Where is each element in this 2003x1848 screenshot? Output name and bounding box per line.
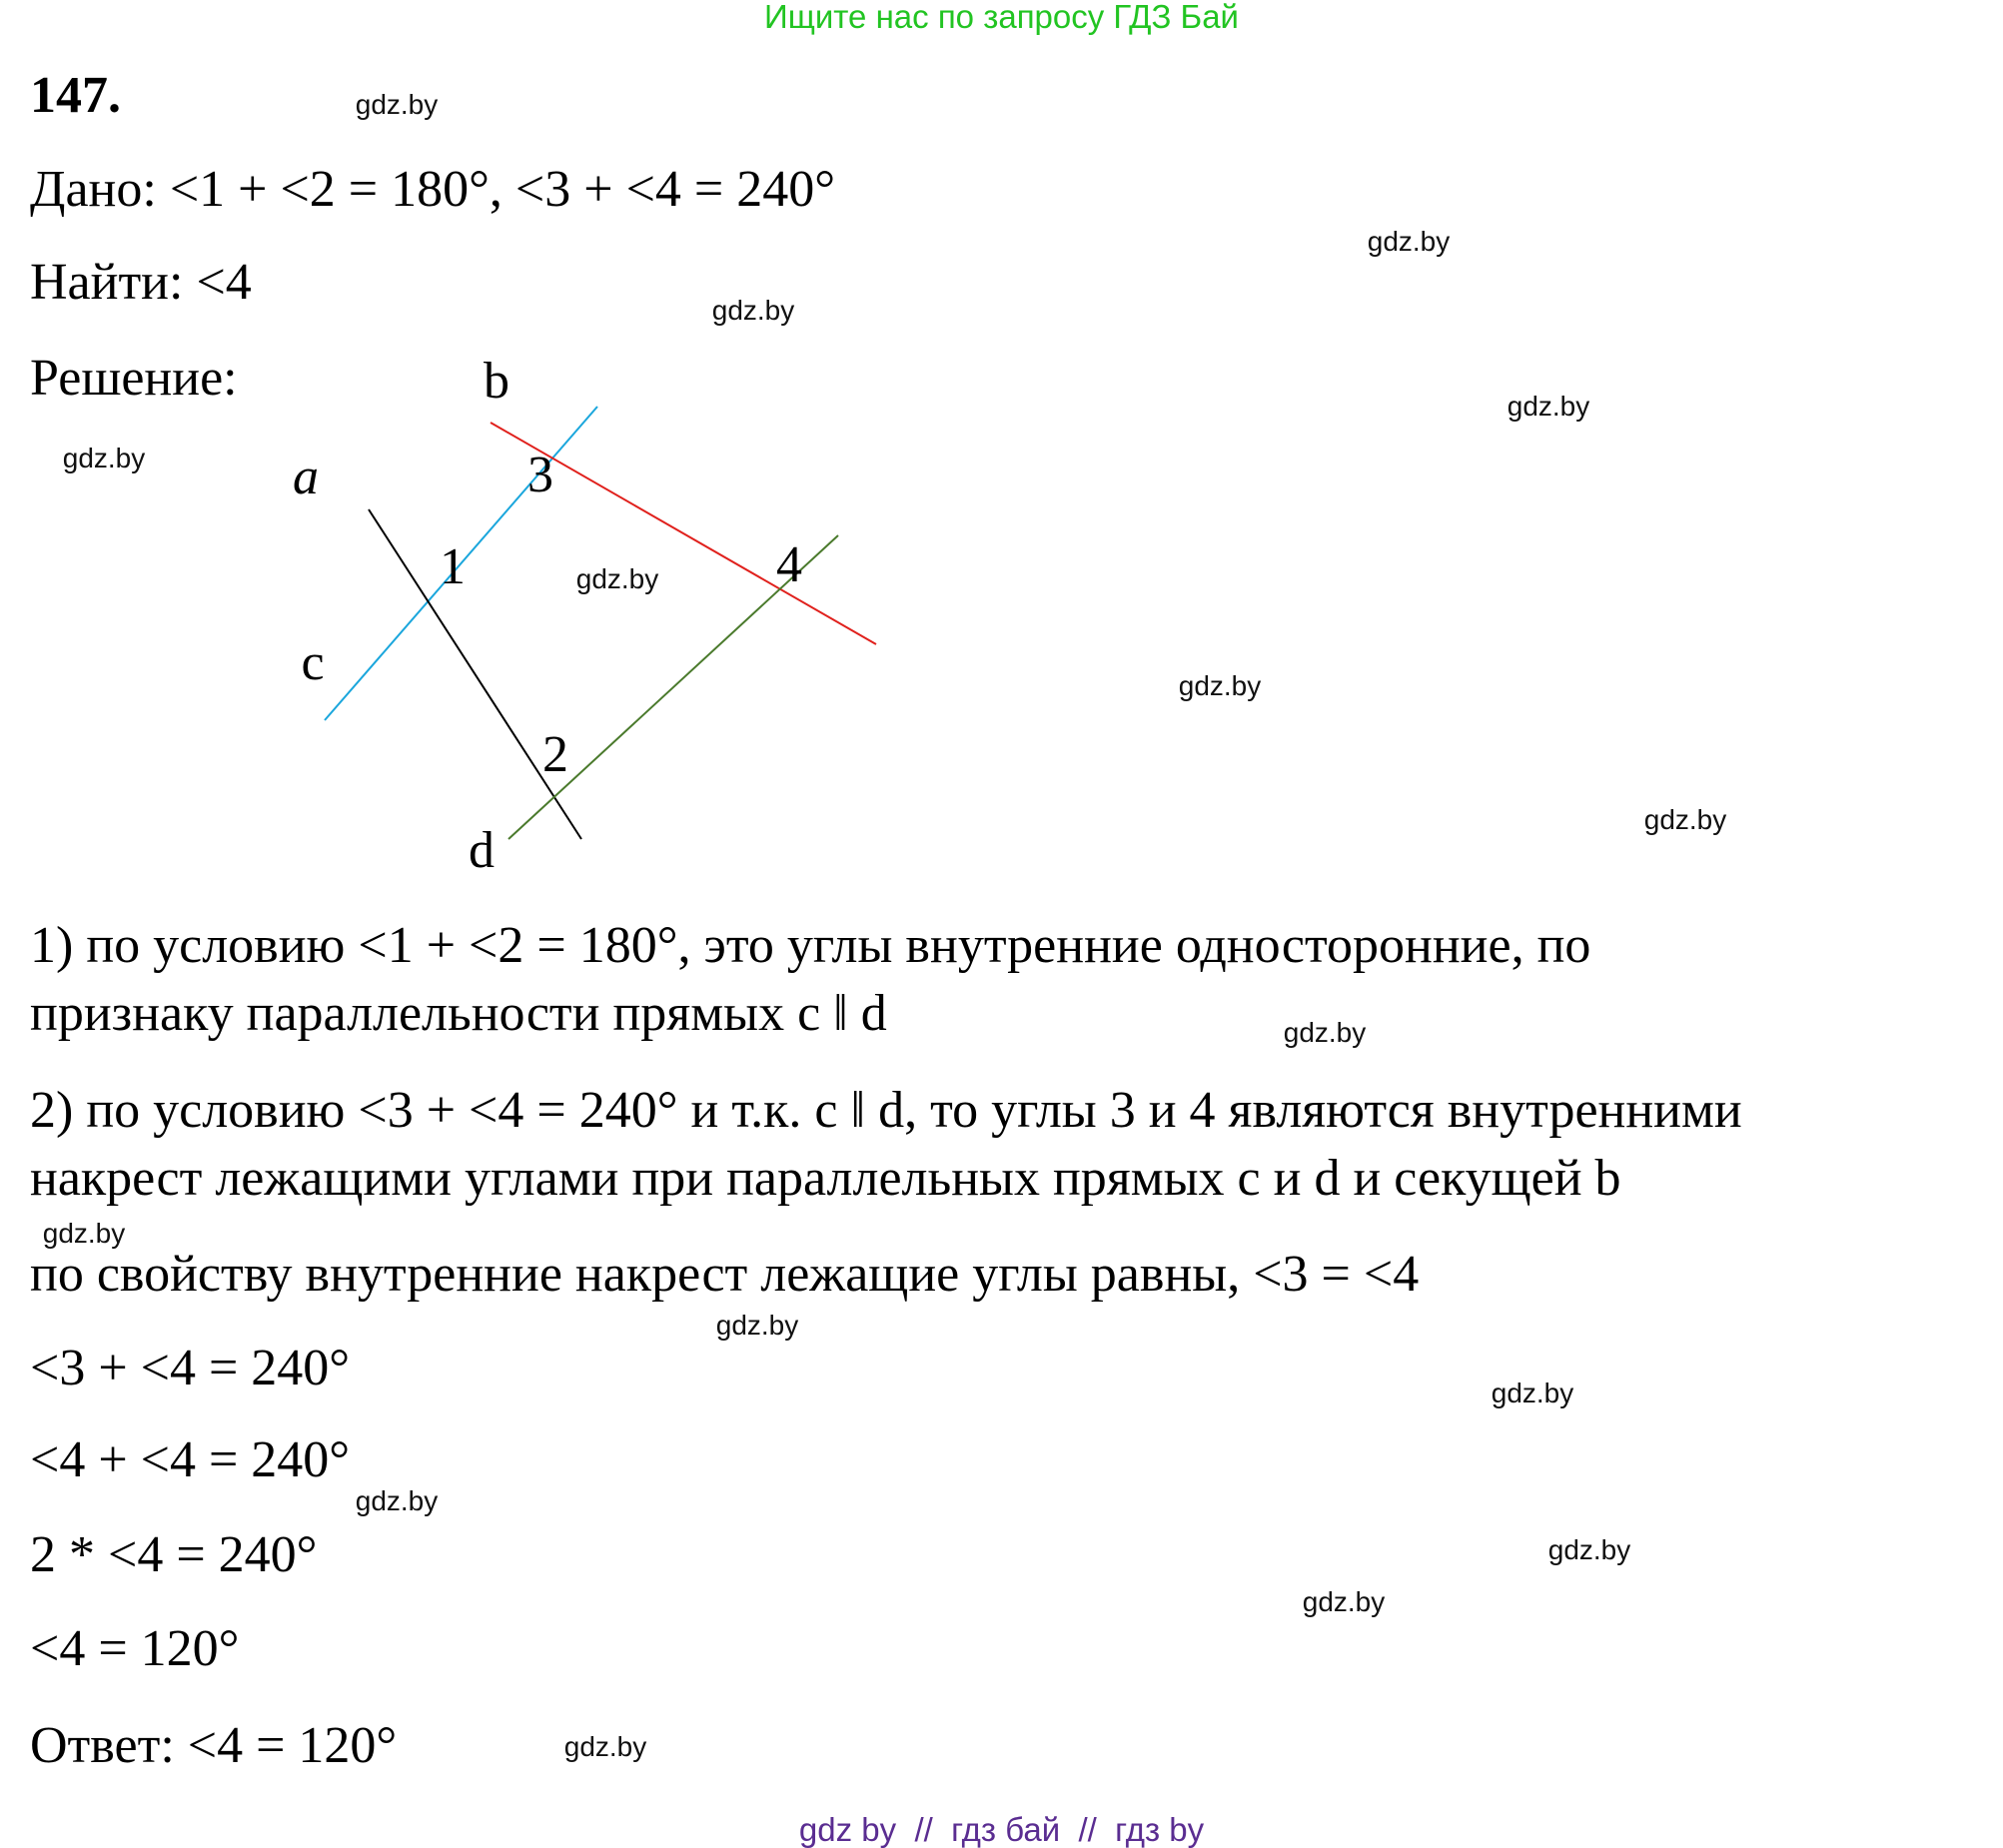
equation-3: 2 * <4 = 240°	[30, 1526, 318, 1583]
watermark: gdz.by	[1178, 670, 1262, 701]
solution-step-2b: накрест лежащими углами при параллельных прямых c и d и секущей b	[30, 1150, 1621, 1207]
watermark: gdz.by	[563, 1731, 647, 1762]
label-angle-3: 3	[527, 447, 553, 503]
search-hint-banner: Ищите нас по запросу ГДЗ Бай	[764, 0, 1239, 35]
watermark: gdz.by	[1491, 1378, 1574, 1408]
solution-label: Решение:	[30, 350, 238, 407]
watermark: gdz.by	[1506, 391, 1590, 422]
equation-2: <4 + <4 = 240°	[30, 1431, 351, 1488]
watermark: gdz.by	[1283, 1017, 1367, 1048]
watermark: gdz.by	[1302, 1586, 1386, 1617]
label-b: b	[484, 353, 509, 410]
label-a: a	[293, 449, 319, 505]
label-c: c	[301, 634, 325, 691]
watermark: gdz.by	[715, 1310, 799, 1341]
watermark: gdz.by	[1547, 1534, 1631, 1565]
watermark: gdz.by	[355, 1485, 439, 1516]
watermark: gdz.by	[42, 1218, 126, 1249]
solution-step-2c: по свойству внутренние накрест лежащие углы равны, <3 = <4	[30, 1246, 1420, 1303]
solution-step-2a: 2) по условию <3 + <4 = 240° и т.к. c ‖ d, то углы 3 и 4 являются внутренними	[30, 1082, 1742, 1139]
label-angle-2: 2	[542, 726, 568, 783]
equation-1: <3 + <4 = 240°	[30, 1340, 351, 1396]
equation-4: <4 = 120°	[30, 1620, 240, 1677]
line-a	[369, 509, 581, 839]
watermark: gdz.by	[575, 563, 659, 594]
label-d: d	[469, 822, 495, 879]
problem-number: 147.	[30, 67, 121, 124]
watermark: gdz.by	[355, 89, 439, 120]
watermark: gdz.by	[62, 443, 146, 473]
footer-links: gdz by // гдз бай // гдз by	[798, 1811, 1205, 1848]
label-angle-1: 1	[440, 538, 466, 595]
solution-step-1a: 1) по условию <1 + <2 = 180°, это углы внутренние односторонние, по	[30, 917, 1591, 974]
watermark: gdz.by	[1367, 226, 1451, 257]
answer: Ответ: <4 = 120°	[30, 1717, 398, 1774]
find-statement: Найти: <4	[30, 254, 252, 311]
label-angle-4: 4	[776, 536, 802, 593]
given-statement: Дано: <1 + <2 = 180°, <3 + <4 = 240°	[30, 161, 836, 218]
solution-step-1b: признаку параллельности прямых c ‖ d	[30, 985, 887, 1042]
watermark: gdz.by	[711, 295, 795, 326]
watermark: gdz.by	[1643, 804, 1727, 835]
